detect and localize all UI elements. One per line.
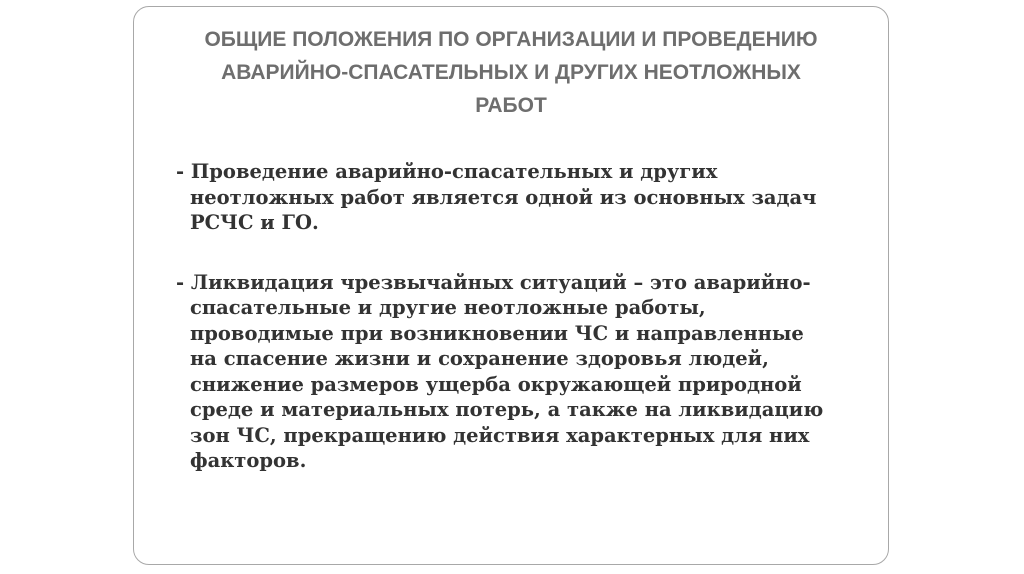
paragraph-line: РСЧС и ГО. xyxy=(190,211,319,234)
paragraph-line: - Проведение аварийно-спасательных и других xyxy=(176,160,718,183)
slide-frame xyxy=(133,6,889,565)
slide-body xyxy=(176,159,876,508)
paragraph-line: - Ликвидация чрезвычайных ситуаций – это аварийно- xyxy=(176,270,811,294)
paragraph-line: на спасение жизни и сохранение здоровья людей, xyxy=(190,347,769,370)
paragraph-line: неотложных работ является одной из основных задач xyxy=(190,185,817,209)
title-line-1: ОБЩИЕ ПОЛОЖЕНИЯ ПО ОРГАНИЗАЦИИ И ПРОВЕДЕНИЮ xyxy=(204,28,818,51)
paragraph-tasks xyxy=(176,159,876,236)
paragraph-line: факторов. xyxy=(190,449,307,472)
paragraph-line: снижение размеров ущерба окружающей природной xyxy=(190,372,802,396)
title-line-3: РАБОТ xyxy=(475,94,547,117)
paragraph-line: проводимые при возникновении ЧС и направленные xyxy=(190,321,804,345)
slide-title xyxy=(134,23,888,122)
paragraph-line: среде и материальных потерь, а также на ликвидацию xyxy=(190,398,824,421)
title-line-2: АВАРИЙНО-СПАСАТЕЛЬНЫХ И ДРУГИХ НЕОТЛОЖНЫХ xyxy=(221,61,801,84)
paragraph-line: спасательные и другие неотложные работы, xyxy=(190,296,706,319)
paragraph-line: зон ЧС, прекращению действия характерных для них xyxy=(190,423,810,447)
paragraph-liquidation xyxy=(176,270,876,474)
